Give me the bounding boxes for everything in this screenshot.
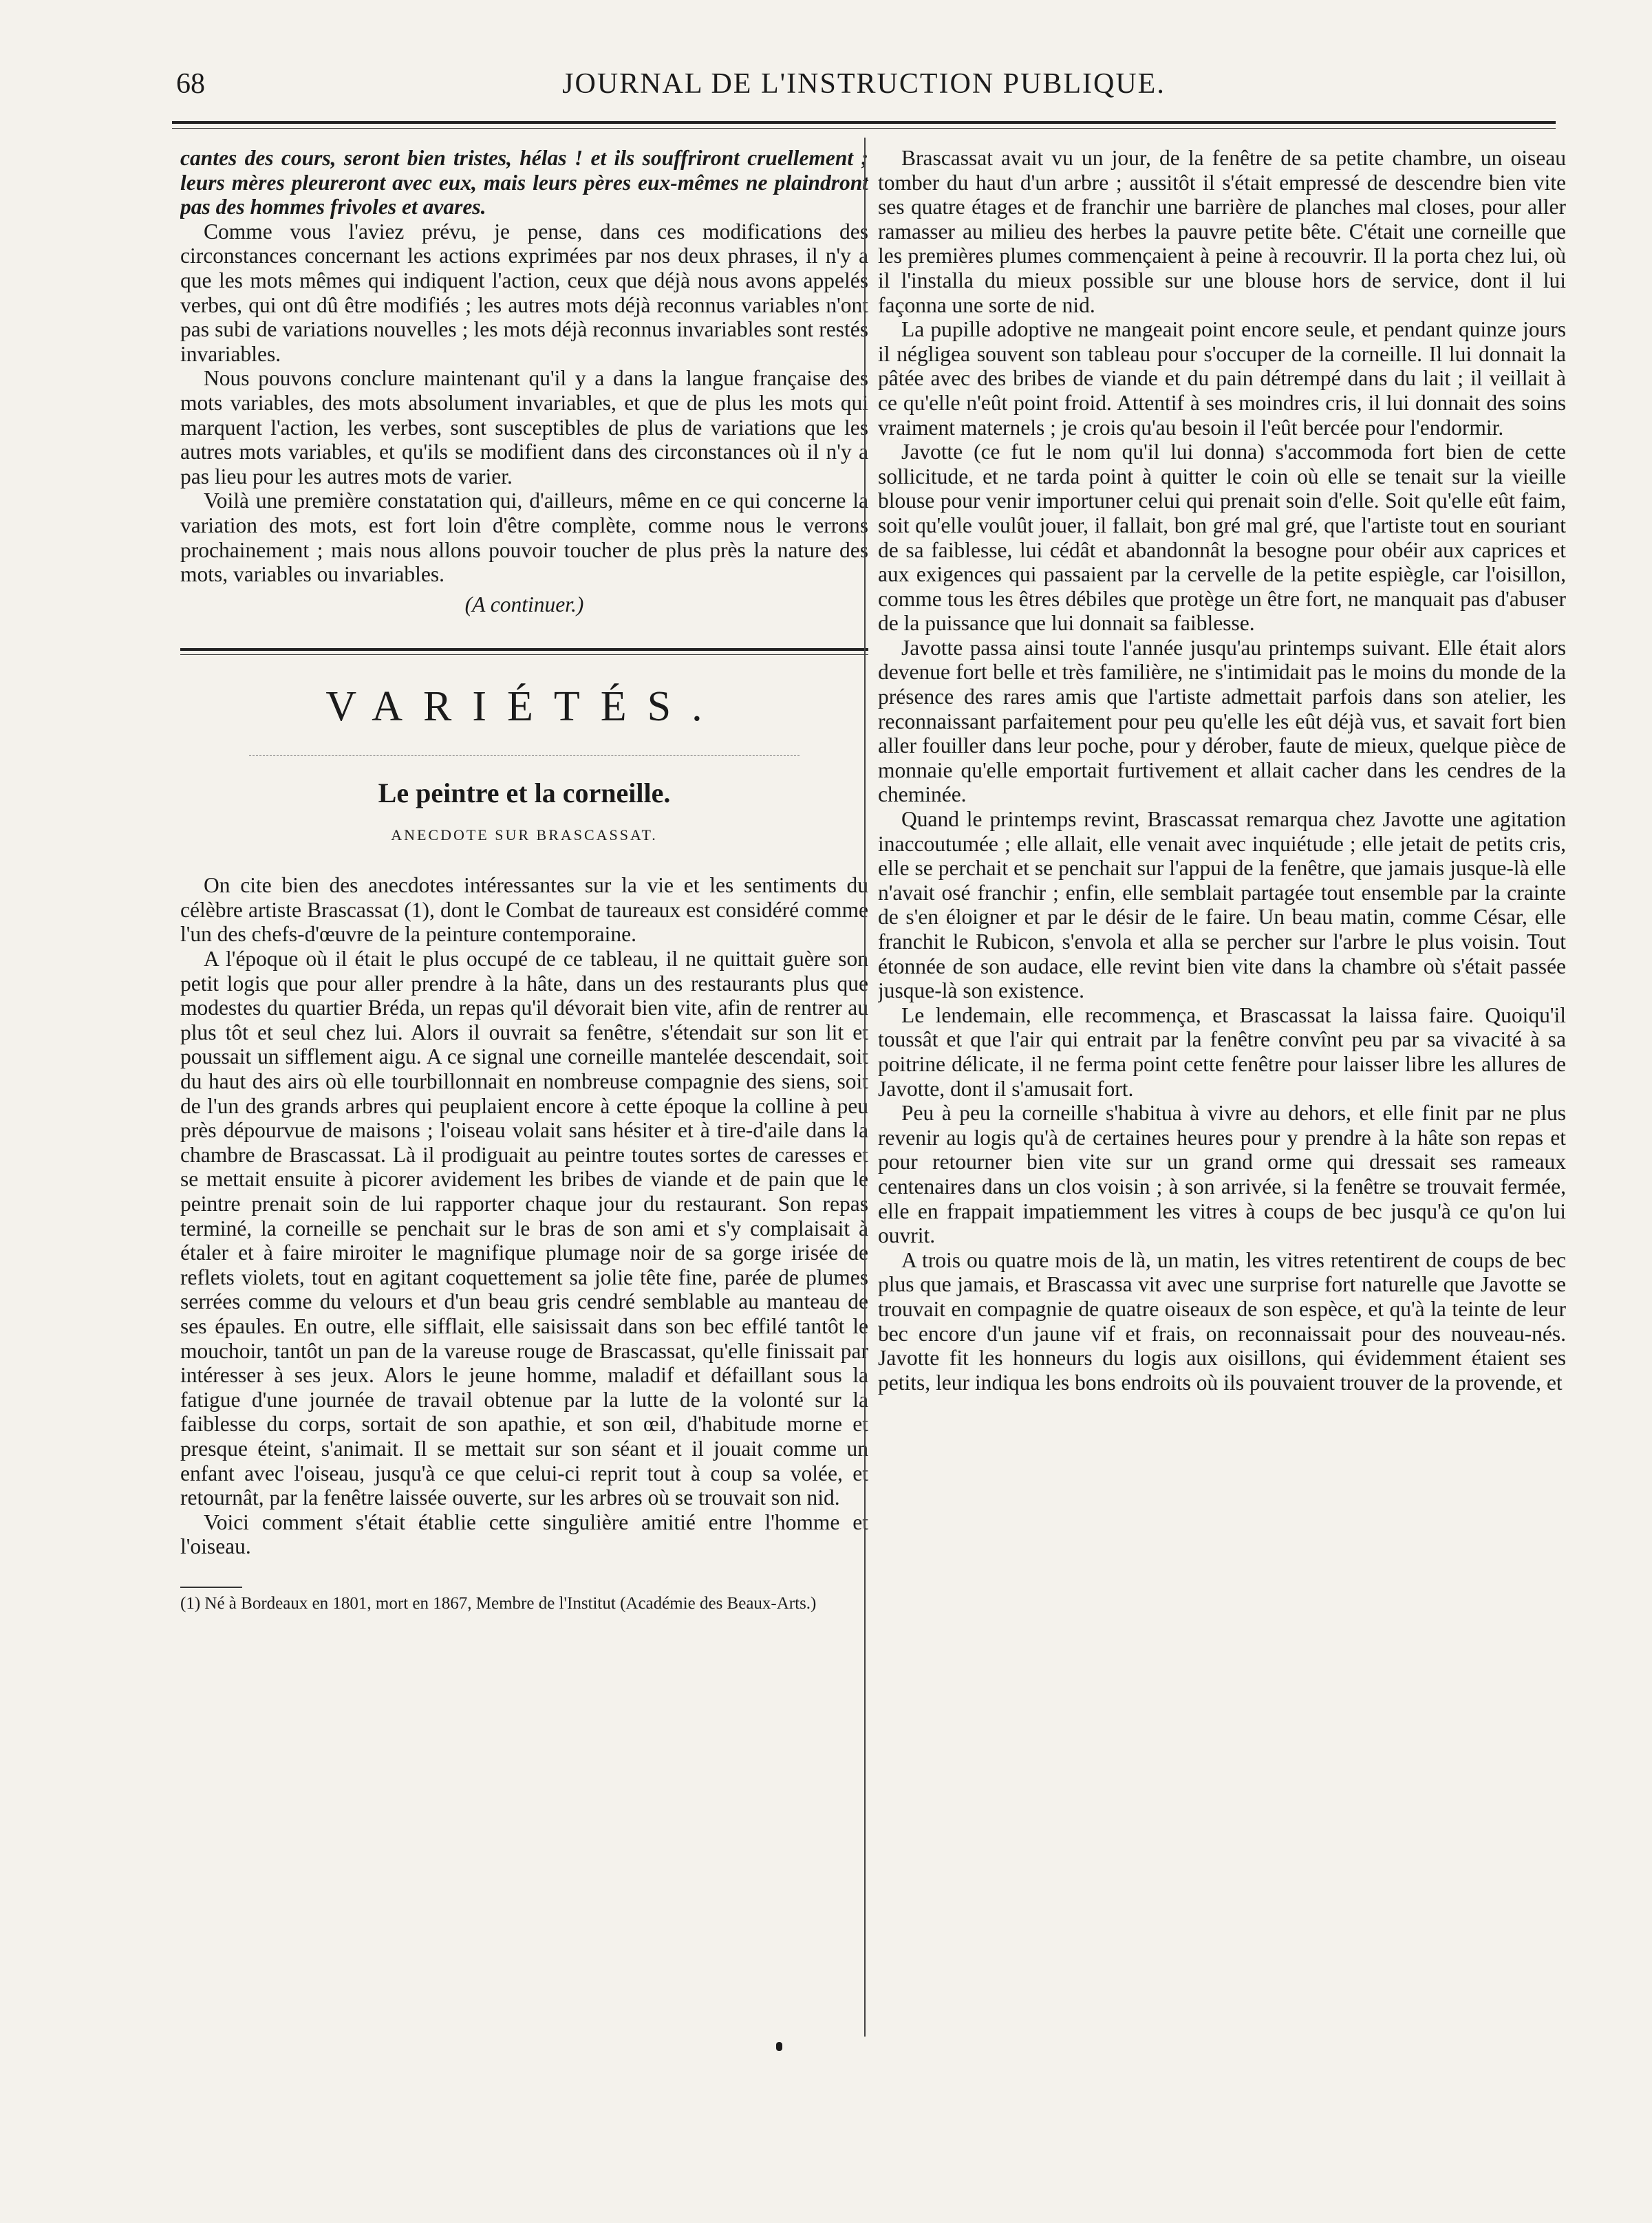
page-mark <box>776 2042 782 2051</box>
paragraph: Voilà une première constatation qui, d'ailleurs, même en ce qui concerne la variation des mots, est fort loin d'être complète, comme nous le verrons prochainement ; mais nous allons pouvoir toucher de plus près la nature des mots, variables ou invariables. <box>180 488 868 587</box>
column-divider <box>864 138 866 2037</box>
footnote-rule <box>180 1587 242 1588</box>
section-title: VARIÉTÉS. <box>325 683 723 731</box>
right-column <box>878 146 1566 2052</box>
article-paragraph: A l'époque où il était le plus occupé de ce tableau, il ne quittait guère son petit logis que pour aller prendre à la hâte, dans un des restaurants plus que modestes du quartier Bréda, un repas qu'il dévorait bien vite, afin de rentrer au plus tôt et seul chez lui. Alors il ouvrait sa fenêtre, s'étendait sur son lit et poussait un sifflement aigu. A ce signal une corneille mantelée descendait, soit du haut des airs où elle tourbillonnait en nombreuse compagnie des siens, soit de l'un des grands arbres qui peuplaient encore à cette époque la colline à peu près dépourvue de maisons ; l'oiseau volait sans hésiter et à tire-d'aile dans la chambre de Brascassat. Là il prodiguait au peintre toutes sortes de caresses et se mettait ensuite à picorer avidement les bribes de viande et de pain que le peintre prenait soin de lui rapporter chaque jour du restaurant. Son repas terminé, la corneille se penchait sur le bras de son ami et s'y complaisait à étaler et à faire miroiter le magnifique plumage noir de sa gorge irisée de reflets violets, tout en agitant coquettement sa jolie tête fine, parée de plumes serrées comme du velours et d'un beau gris cendré semblable au manteau de ses épaules. En outre, elle sifflait, elle saisissait dans son bec effilé tantôt le mouchoir, tantôt un pan de la vareuse rouge de Brascassat, qu'elle finissait par intéresser à ses jeux. Alors le jeune homme, maladif et défaillant sous la fatigue d'une journée de travail obtenue par la lutte de la volonté sur la faiblesse du corps, sortait de son apathie, et son œil, d'habitude morne et presque éteint, s'animait. Il se mettait sur son séant et il jouait comme un enfant avec l'oiseau, jusqu'à ce que celui-ci reprit tout à coup sa volée, et retournât, par la fenêtre laissée ouverte, sur les arbres où se trouvait son nid. <box>180 947 868 1510</box>
article-paragraph: On cite bien des anecdotes intéressantes sur la vie et les sentiments du célèbre artiste Brascassat (1), dont le Combat de taureaux est considéré comme l'un des chefs-d'œuvre de la peinture contemporaine. <box>180 873 868 947</box>
section-rule <box>180 648 868 655</box>
article-paragraph: Peu à peu la corneille s'habitua à vivre au dehors, et elle finit par ne plus revenir au logis qu'à de certaines heures pour y prendre à la hâte son repas et pour retourner bien vite sur un grand orme qui dressait ses rameaux centenaires dans un clos voisin ; à son arrivée, si la fenêtre se trouvait fermée, elle en frappait impatiemment les vitres à coups de bec jusqu'à ce qu'on lui ouvrit. <box>878 1101 1566 1248</box>
running-title: JOURNAL DE L'INSTRUCTION PUBLIQUE. <box>562 68 1166 100</box>
article-paragraph: La pupille adoptive ne mangeait point encore seule, et pendant quinze jours il négligea souvent son tableau pour s'occuper de la corneille. Il lui donnait la pâtée avec des bribes de viande et du pain détrempé dans du lait ; il veillait à ce qu'elle n'eût point froid. Attentif à ses moindres cris, il lui donnait des soins vraiment maternels ; je crois qu'au besoin il l'eût bercée pour l'endormir. <box>878 317 1566 440</box>
paragraph: cantes des cours, seront bien tristes, hélas ! et ils souffriront cruellement ; leurs mères pleureront avec eux, mais leurs pères eux-mêmes ne plaindront pas des hommes frivoles et avares. <box>180 146 868 219</box>
paragraph: Comme vous l'aviez prévu, je pense, dans ces modifications des circonstances concernant les actions exprimées par nos deux phrases, il n'y a que les mots mêmes qui indiquent l'action, ceux que déjà nous avons appelés verbes, qui ont dû être modifiés ; les autres mots déjà reconnus variables n'ont pas subi de variations nouvelles ; les mots déjà reconnus invariables sont restés invariables. <box>180 219 868 366</box>
article-paragraph: Voici comment s'était établie cette singulière amitié entre l'homme et l'oiseau. <box>180 1510 868 1559</box>
left-column <box>180 146 868 2038</box>
article-paragraph: A trois ou quatre mois de là, un matin, les vitres retentirent de coups de bec plus que jamais, et Brascassa vit avec une surprise fort naturelle que Javotte se trouvait en compagnie de quatre oiseaux de son espèce, et qu'à la teinte de leur bec encore d'un jaune vif et frais, on reconnaissait pour des nouveau-nés. Javotte fit les honneurs du logis aux oisillons, qui évidemment étaient ses petits, leur indiqua les bons endroits où ils pouvaient trouver de la provende, et <box>878 1247 1566 1395</box>
article-paragraph: Javotte passa ainsi toute l'année jusqu'au printemps suivant. Elle était alors devenue fort belle et très familière, ne s'intimidait pas le moins du monde de la présence des rares amis que l'artiste admettait parfois dans son atelier, les reconnaissant parfaitement pour peu qu'elle les eût déjà vus, et savait fort bien aller fouiller dans leur poche, pour y dérober, faute de mieux, quelque pièce de monnaie qu'elle emportait furtivement et allait cacher dans les cendres de la cheminée. <box>878 635 1566 807</box>
article-paragraph: Quand le printemps revint, Brascassat remarqua chez Javotte une agitation inaccoutumée ; elle allait, elle venait avec inquiétude ; elle jetait de petits cris, elle se perchait et se penchait sur l'appui de la fenêtre, que jamais jusque-là elle n'avait osé franchir ; enfin, elle semblait partagée tout ensemble par la crainte de s'en éloigner et par le désir de le faire. Un beau matin, comme César, elle franchit le Rubicon, s'envola et alla se percher sur l'arbre le plus voisin. Tout étonnée de son audace, elle revint bien vite dans la chambre où s'était passée jusque-là son existence. <box>878 807 1566 1003</box>
article-subtitle: ANECDOTE SUR BRASCASSAT. <box>391 826 658 844</box>
article-paragraph: Javotte (ce fut le nom qu'il lui donna) s'accommoda fort bien de cette sollicitude, et ne tarda point à quitter le coin où elle se tenait sur la vieille blouse pour venir importuner celui qui prenait soin d'elle. Soit qu'elle eût faim, soit qu'elle voulût jouer, il fallait, bon gré mal gré, que l'artiste tout en souriant de sa faiblesse, lui cédât et abandonnât la besogne pour obéir aux caprices et aux exigences qui passaient par la cervelle de la petite espiègle, car l'oisillon, comme tous les êtres débiles que protège un être fort, ne manquait pas d'abuser de la puissance que lui donnait sa faiblesse. <box>878 440 1566 636</box>
page-header <box>172 67 1556 109</box>
to-be-continued-note: (A continuer.) <box>464 592 584 616</box>
header-rule <box>172 121 1556 129</box>
section-divider <box>249 755 800 756</box>
article-title: Le peintre et la corneille. <box>378 777 671 809</box>
article-paragraph: Le lendemain, elle recommença, et Brascassat la laissa faire. Quoiqu'il toussât et que l'air qui entrait par la fenêtre convînt peu par sa vivacité à sa poitrine délicate, il ne ferma point cette fenêtre pour laisser libre les allures de Javotte, dont il s'amusait fort. <box>878 1002 1566 1101</box>
footnote: (1) Né à Bordeaux en 1801, mort en 1867, Membre de l'Institut (Académie des Beaux-Arts.) <box>180 1593 817 1613</box>
article-paragraph: Brascassat avait vu un jour, de la fenêtre de sa petite chambre, un oiseau tomber du haut d'un arbre ; aussitôt il s'était empressé de descendre bien vite ses quatre étages et de franchir une barrière de planches mal closes, pour aller ramasser au milieu des herbes la pauvre petite bête. C'était une corneille que les premières plumes commençaient à peine à recouvrir. Il la porta chez lui, où il l'installa du mieux possible sur une blouse hors de service, dont il lui façonna une sorte de nid. <box>878 146 1566 317</box>
page-number: 68 <box>176 68 205 100</box>
paragraph: Nous pouvons conclure maintenant qu'il y a dans la langue française des mots variables, des mots absolument invariables, et que de plus les mots qui marquent l'action, les verbes, sont susceptibles de plus de variations que les autres mots variables, et qu'ils se modifient dans des circonstances où il n'y a pas lieu pour les autres mots de varier. <box>180 366 868 488</box>
